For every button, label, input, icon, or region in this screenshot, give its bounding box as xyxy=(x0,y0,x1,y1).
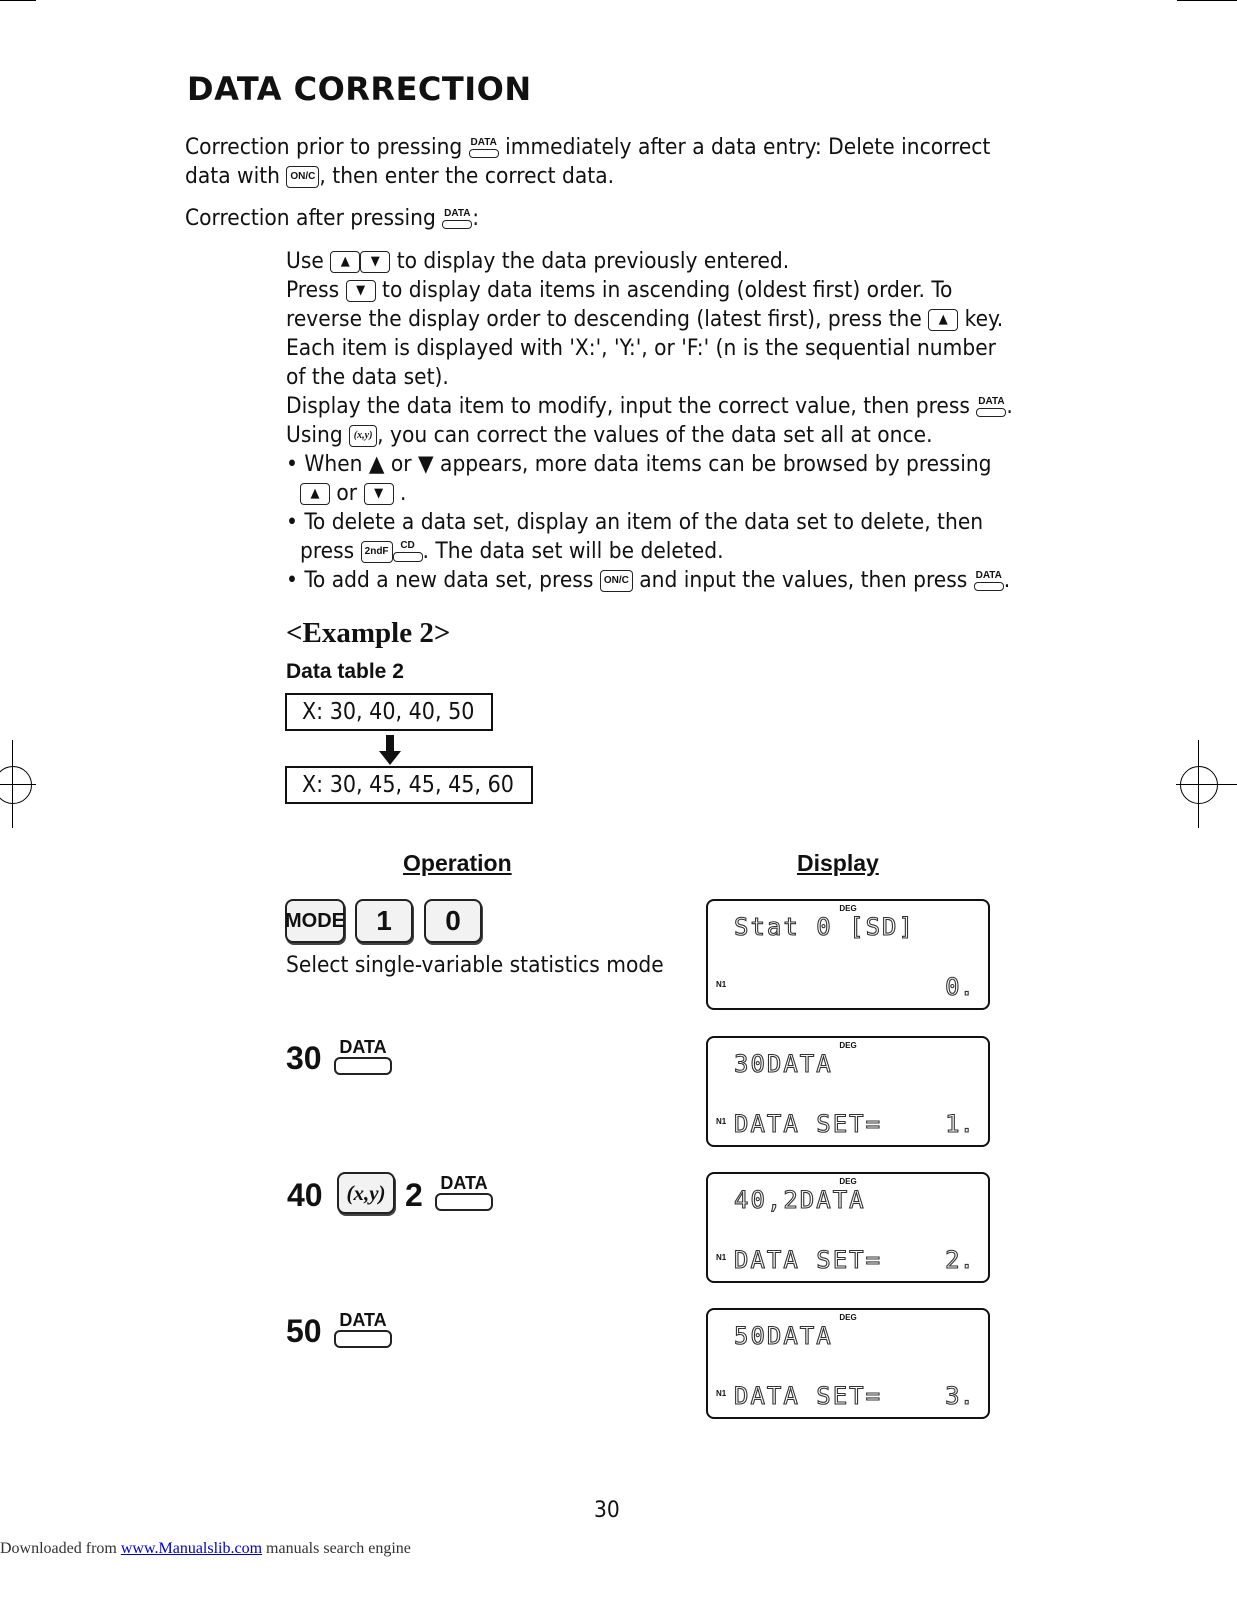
step-line: reverse the display order to descending (latest first), press the ▲ key. xyxy=(286,306,1004,332)
manualslib-link[interactable]: www.Manualslib.com xyxy=(120,1540,263,1557)
xy-key: (x,y) xyxy=(337,1172,395,1214)
down-arrow-key: ▼ xyxy=(364,483,394,505)
lcd-value: 1. xyxy=(945,1110,974,1138)
data-table-after: X: 30, 45, 45, 45, 60 xyxy=(285,766,533,804)
n1-indicator: N1 xyxy=(716,1389,727,1398)
bullet-add: • To add a new data set, press ON/C and input the values, then press DATA . xyxy=(286,567,1011,593)
data-key: DATA xyxy=(334,1038,392,1075)
lcd-display xyxy=(706,899,990,1010)
step-line: Using (x,y) , you can correct the values of the data set all at once. xyxy=(286,422,933,448)
paragraph-prior-correction-2 xyxy=(185,161,614,191)
data-key: DATA xyxy=(435,1174,493,1211)
bullet-delete: • To delete a data set, display an item of the data set to delete, then xyxy=(286,509,984,535)
footer-prefix: Downloaded from xyxy=(0,1540,121,1557)
step-line: Display the data item to modify, input the correct value, then press DATA . xyxy=(286,393,1013,419)
lcd-line-1: Stat 0 [SD] xyxy=(734,913,915,941)
bullet-browse-2: ▲ or ▼ . xyxy=(300,478,406,508)
step-line: of the data set). xyxy=(286,364,449,390)
data-table-before: X: 30, 40, 40, 50 xyxy=(285,693,493,731)
down-arrow-icon xyxy=(379,735,401,765)
deg-indicator: DEG xyxy=(839,1313,857,1322)
cd-key: CD xyxy=(393,541,423,562)
lcd-display xyxy=(706,1172,990,1283)
text: : xyxy=(472,205,480,231)
page-number: 30 xyxy=(594,1497,620,1523)
lcd-value: 0. xyxy=(945,973,974,1001)
n1-indicator: N1 xyxy=(716,1117,727,1126)
down-arrow-key: ▼ xyxy=(360,251,390,273)
text: immediately after a data entry: Delete incorrect xyxy=(498,134,991,160)
data-table-label: Data table 2 xyxy=(286,660,404,683)
up-arrow-key: ▲ xyxy=(928,309,958,331)
data-key: DATA xyxy=(334,1311,392,1348)
lcd-value: 3. xyxy=(945,1382,974,1410)
lcd-line-1: 30DATA xyxy=(734,1050,833,1078)
lcd-value: 2. xyxy=(945,1246,974,1274)
step-line: Each item is displayed with 'X:', 'Y:', or 'F:' (n is the sequential number xyxy=(286,335,996,361)
data-key: DATA xyxy=(442,209,472,229)
registration-mark xyxy=(0,766,32,804)
text: data with xyxy=(185,163,287,189)
footer-suffix: manuals search engine xyxy=(262,1540,411,1557)
text: Correction prior to pressing xyxy=(185,134,469,160)
lcd-display xyxy=(706,1308,990,1419)
display-header: Display xyxy=(797,850,879,876)
text: Correction after pressing xyxy=(185,205,443,231)
operation-header: Operation xyxy=(403,850,512,876)
step-line: Use ▲ ▼ to display the data previously entered. xyxy=(286,248,790,274)
onc-key: ON/C xyxy=(286,166,319,188)
bullet-browse: • When ▲ or ▼ appears, more data items can be browsed by pressing xyxy=(286,451,992,477)
operation-number: 50 xyxy=(286,1313,322,1349)
data-key: DATA xyxy=(974,571,1004,591)
paragraph-prior-correction xyxy=(185,132,990,162)
text: , then enter the correct data. xyxy=(319,163,615,189)
deg-indicator: DEG xyxy=(839,904,857,913)
down-arrow-key: ▼ xyxy=(346,280,376,302)
operation-number: 2 xyxy=(405,1177,423,1213)
lcd-line-2: DATA SET= xyxy=(734,1382,883,1410)
onc-key: ON/C xyxy=(600,570,633,592)
operation-number: 40 xyxy=(287,1177,323,1213)
operation-number: 30 xyxy=(286,1040,322,1076)
up-arrow-key: ▲ xyxy=(330,251,360,273)
lcd-line-2: DATA SET= xyxy=(734,1110,883,1138)
data-key: DATA xyxy=(469,138,499,158)
second-function-key: 2ndF xyxy=(361,541,393,563)
registration-mark xyxy=(1180,766,1218,804)
data-key: DATA xyxy=(976,397,1006,417)
zero-key: 0 xyxy=(424,899,482,943)
lcd-line-1: 40,2DATA xyxy=(734,1186,866,1214)
crop-mark xyxy=(0,0,36,1)
lcd-display xyxy=(706,1036,990,1147)
mode-key: MODE xyxy=(285,899,345,943)
example-title: <Example 2> xyxy=(286,617,451,649)
paragraph-after-correction xyxy=(185,203,479,233)
lcd-line-2: DATA SET= xyxy=(734,1246,883,1274)
step-line: Press ▼ to display data items in ascending (oldest first) order. To xyxy=(286,277,953,303)
bullet-delete-2: press 2ndF CD . The data set will be deleted. xyxy=(300,538,724,564)
page-title: DATA CORRECTION xyxy=(187,70,532,108)
n1-indicator: N1 xyxy=(716,1253,727,1262)
one-key: 1 xyxy=(355,899,413,943)
crop-mark xyxy=(1177,0,1237,1)
n1-indicator: N1 xyxy=(716,980,727,989)
mode-caption: Select single-variable statistics mode xyxy=(286,952,664,978)
deg-indicator: DEG xyxy=(839,1041,857,1050)
lcd-line-1: 50DATA xyxy=(734,1322,833,1350)
footer xyxy=(0,1540,411,1558)
xy-key: (x,y) xyxy=(349,425,377,447)
deg-indicator: DEG xyxy=(839,1177,857,1186)
up-arrow-key: ▲ xyxy=(300,483,330,505)
